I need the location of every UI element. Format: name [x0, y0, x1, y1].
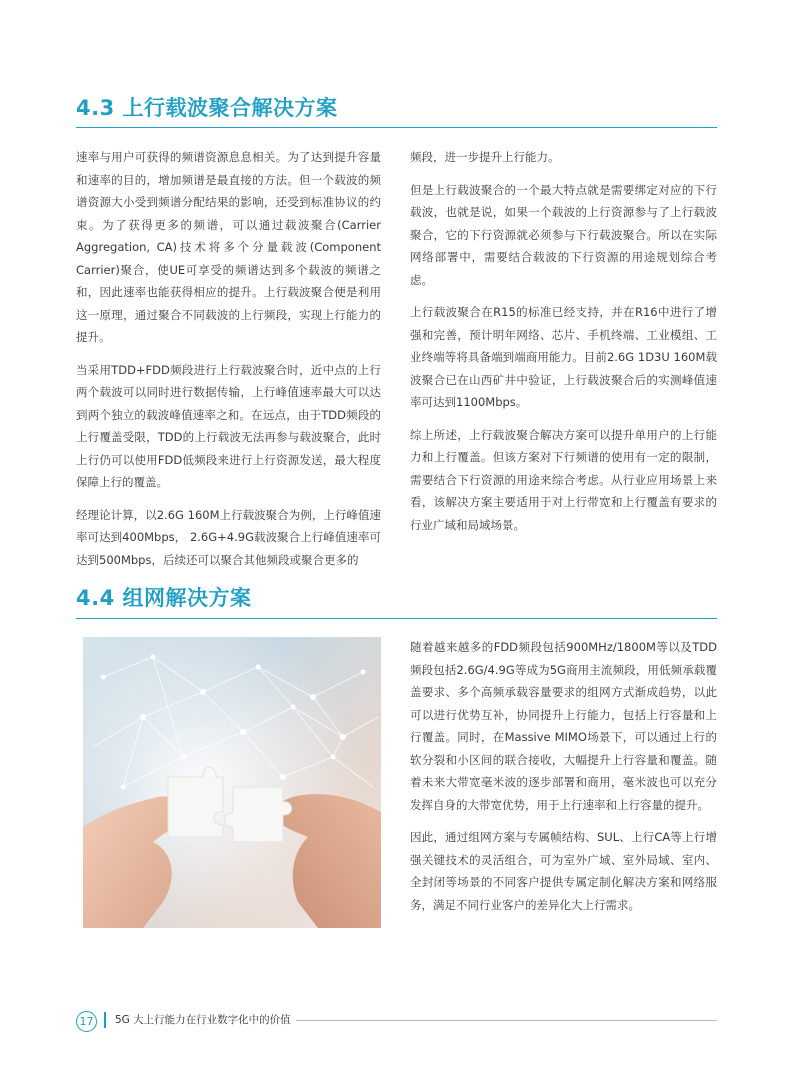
section-4-4-right-column	[410, 636, 717, 926]
section-4-3-left-column	[76, 146, 381, 581]
paragraph: 因此，通过组网方案与专属帧结构、SUL、上行CA等上行增强关键技术的灵活组合，可为室外广域、室外局域、室内、全封闭等场景的不同客户提供专属定制化解决方案和网络服务，满足不同行业客户的差异化大上行需求。	[410, 830, 717, 912]
paragraph: 但是上行载波聚合的一个最大特点就是需要绑定对应的下行载波，也就是说，如果一个载波的上行资源参与了上行载波聚合，它的下行资源就必须参与下行载波聚合。所以在实际网络部署中，需要结合载波的下行资源的用途规划综合考虑。	[410, 182, 717, 287]
paragraph: 经理论计算，以2.6G 160M上行载波聚合为例，上行峰值速率可达到400Mbps， 2.6G+4.9G载波聚合上行峰值速率可达到500Mbps，后续还可以聚合其他频段或聚合更多的	[76, 507, 381, 567]
paragraph: 随着越来越多的FDD频段包括900MHz/1800M等以及TDD频段包括2.6G/4.9G等成为5G商用主流频段，用低频承载覆盖要求、多个高频承载容量要求的组网方式渐成趋势，以此可以进行优势互补，协同提升上行能力，包括上行容量和上行覆盖。同时，在Massive MIMO场景下，可以通过上行的软分裂和小区间的联合接收，大幅提升上行容量和覆盖。随着未来大带宽毫米波的逐步部署和商用，毫米波也可以充分发挥自身的大带宽优势，用于上行速率和上行容量的提升。	[410, 640, 717, 812]
paragraph: 速率与用户可获得的频谱资源息息相关。为了达到提升容量和速率的目的，增加频谱是最直接的方法。但一个载波的频谱资源大小受到频谱分配结果的影响，还受到标准协议的约束。为了获得更多的频谱，可以通过载波聚合(Carrier Aggregation, CA)技术将多个分量载波(Component Carrier)聚合，使UE可享受的频谱达到多个载波的频谱之和，因此速率也能获得相应的提升。上行载波聚合便是利用这一原理，通过聚合不同载波的上行频段，实现上行能力的提升。	[76, 150, 381, 344]
paragraph: 上行载波聚合在R15的标准已经支持，并在R16中进行了增强和完善，预计明年网络、芯片、手机终端、工业模组、工业终端等将具备端到端商用能力。目前2.6G 1D3U 160M载波聚合已在山西矿井中验证，上行载波聚合后的实测峰值速率可达到1100Mbps。	[410, 305, 717, 409]
footer-rule	[296, 1020, 717, 1021]
section-title-4-4: 4.4 组网解决方案	[76, 586, 252, 610]
paragraph: 综上所述，上行载波聚合解决方案可以提升单用户的上行能力和上行覆盖。但该方案对下行频谱的使用有一定的限制，需要结合下行资源的用途来综合考虑。从行业应用场景上来看，该解决方案主要适用于对上行带宽和上行覆盖有要求的行业广域和局域场景。	[410, 427, 717, 532]
paragraph: 当采用TDD+FDD频段进行上行载波聚合时，近中点的上行两个载波可以同时进行数据传输，上行峰值速率最大可以达到两个独立的载波峰值速率之和。在远点，由于TDD频段的上行覆盖受限，TDD的上行载波无法再参与载波聚合，此时上行仍可以使用FDD低频段来进行上行资源发送，最大程度保障上行的覆盖。	[76, 362, 381, 489]
section-title-4-3: 4.3 上行载波聚合解决方案	[76, 96, 338, 120]
puzzle-hands-illustration	[83, 637, 381, 928]
footer-separator	[104, 1012, 106, 1028]
section-4-3-right-column	[410, 146, 717, 546]
section-divider-4-3	[76, 127, 717, 128]
footer-document-title: 5G 大上行能力在行业数字化中的价值	[115, 1014, 291, 1026]
section-divider-4-4	[76, 618, 717, 619]
page-number: 17	[76, 1011, 97, 1032]
paragraph: 频段，进一步提升上行能力。	[410, 150, 560, 164]
puzzle-hands-photo	[83, 637, 381, 928]
